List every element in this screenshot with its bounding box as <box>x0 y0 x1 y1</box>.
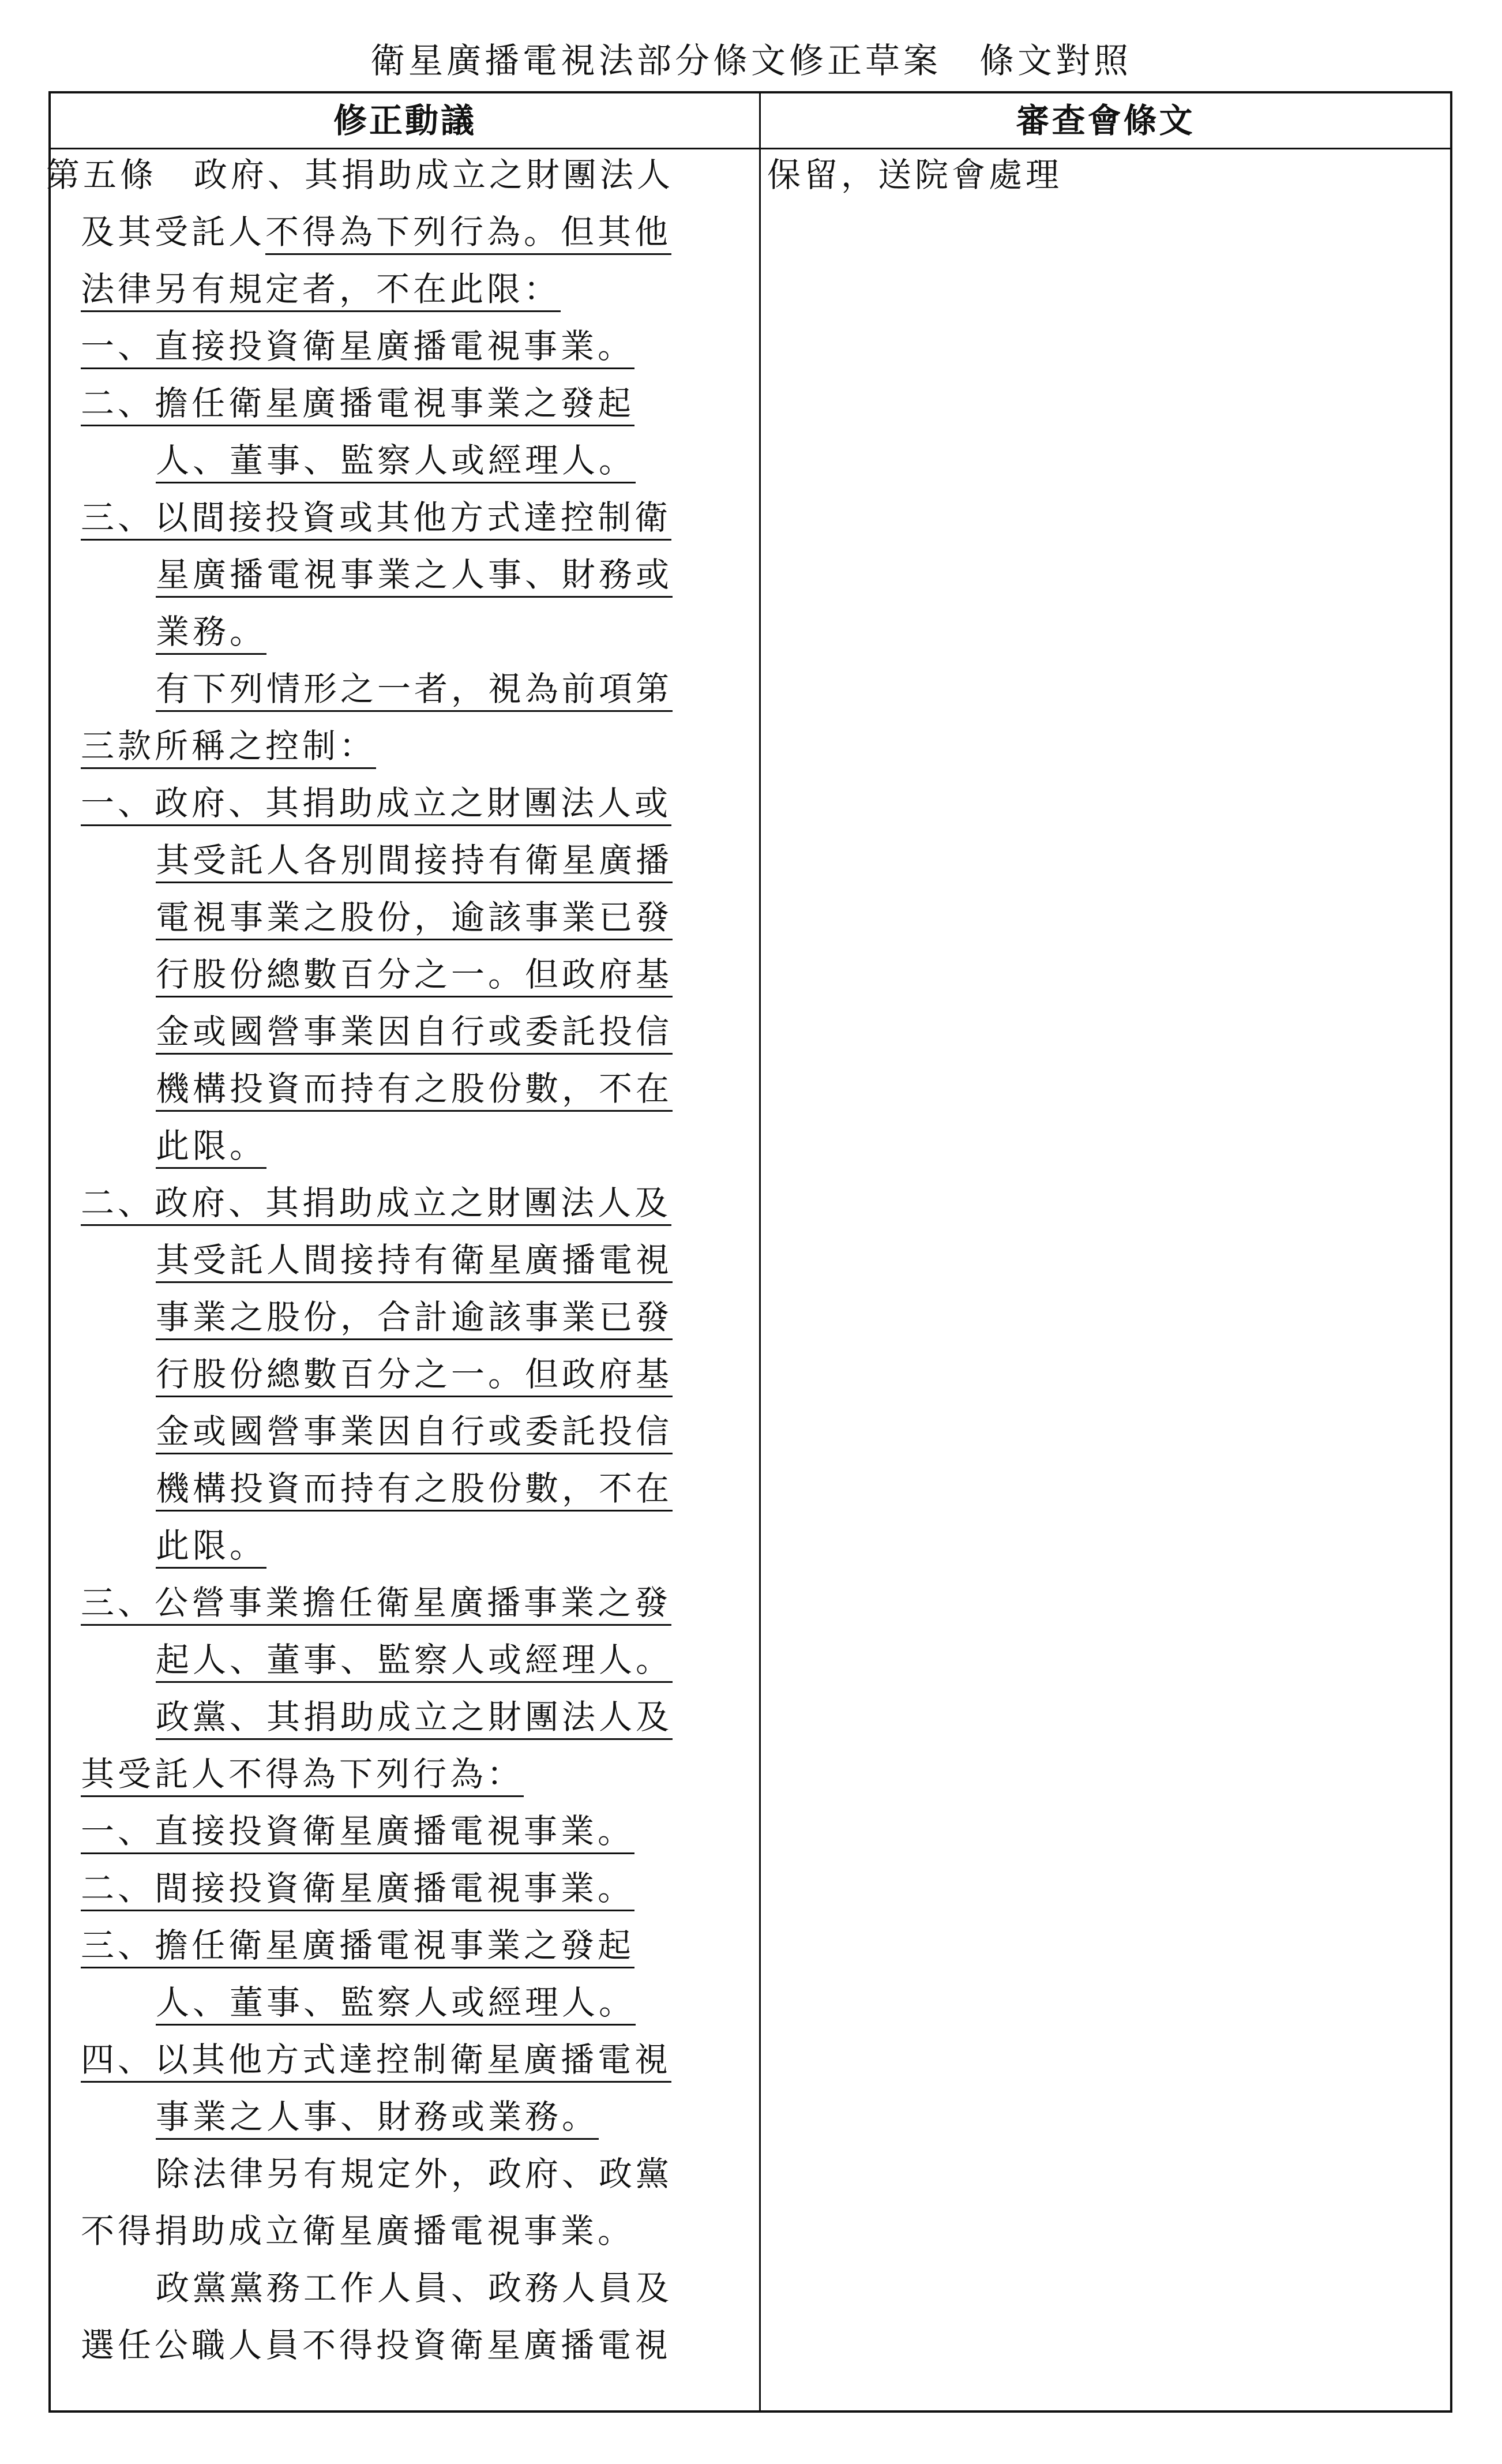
amendment-line <box>81 2034 671 2091</box>
amendment-line <box>156 1405 673 1463</box>
amendment-line <box>81 492 671 549</box>
underlined-text: 此限。 <box>156 1126 266 1169</box>
underlined-text: 人、董事、監察人或經理人。 <box>156 1983 636 2026</box>
underlined-text: 二、政府、其捐助成立之財團法人及 <box>81 1183 671 1226</box>
amendment-line <box>81 1862 634 1920</box>
amendment-line <box>156 948 673 1006</box>
line-text: 不得捐助成立衛星廣播電視事業。 <box>81 2211 635 2251</box>
underlined-text: 金或國營事業因自行或委託投信 <box>156 1412 673 1454</box>
amendment-line <box>156 1977 636 2034</box>
line-text: 及其受託人 <box>81 212 266 252</box>
amendment-line <box>156 663 673 721</box>
amendment-line <box>81 377 634 435</box>
underlined-text: 有下列情形之一者，視為前項第 <box>156 669 673 712</box>
amendment-line <box>156 549 673 606</box>
underlined-text: 法律另有規定者，不在此限： <box>81 269 561 312</box>
amendment-line <box>81 263 561 321</box>
underlined-text: 事業之人事、財務或業務。 <box>156 2097 599 2140</box>
amendment-line <box>81 1177 671 1235</box>
amendment-line <box>156 1120 266 1177</box>
amendment-line <box>156 2262 673 2320</box>
amendment-line <box>156 1006 673 1063</box>
amendment-line <box>156 1063 673 1120</box>
amendment-line <box>156 1348 673 1406</box>
underlined-text: 起人、董事、監察人或經理人。 <box>156 1640 673 1683</box>
underlined-text: 其受託人各別間接持有衛星廣播 <box>156 841 673 883</box>
amendment-line <box>156 1634 673 1692</box>
underlined-text: 其受託人間接持有衛星廣播電視 <box>156 1240 673 1283</box>
right-column-header: 審查會條文 <box>1016 101 1195 140</box>
underlined-text: 政黨、其捐助成立之財團法人及 <box>156 1697 673 1740</box>
underlined-text: 三、以間接投資或其他方式達控制衛 <box>81 498 671 541</box>
amendment-line <box>156 434 636 492</box>
underlined-text: 業務。 <box>156 612 266 655</box>
underlined-text: 行股份總數百分之一。但政府基 <box>156 1355 673 1397</box>
underlined-text: 其受託人不得為下列行為： <box>81 1754 524 1797</box>
underlined-text: 不得為下列行為。但其他 <box>265 212 671 255</box>
underlined-text: 二、間接投資衛星廣播電視事業。 <box>81 1869 634 1911</box>
amendment-line <box>81 1577 671 1634</box>
underlined-text: 二、擔任衛星廣播電視事業之發起 <box>81 384 634 426</box>
amendment-line <box>156 1291 673 1349</box>
line-text: 選任公職人員不得投資衛星廣播電視 <box>81 2326 672 2365</box>
amendment-line <box>81 2319 671 2377</box>
underlined-text: 人、董事、監察人或經理人。 <box>156 441 636 483</box>
amendment-line <box>81 1748 524 1806</box>
amendment-line <box>81 1919 634 1977</box>
amendment-line <box>156 606 266 663</box>
amendment-line <box>156 1462 673 1520</box>
underlined-text: 機構投資而持有之股份數，不在 <box>156 1069 673 1112</box>
amendment-line <box>81 2205 634 2263</box>
underlined-text: 三、擔任衛星廣播電視事業之發起 <box>81 1926 634 1968</box>
underlined-text: 三、公營事業擔任衛星廣播事業之發 <box>81 1583 671 1626</box>
underlined-text: 四、以其他方式達控制衛星廣播電視 <box>81 2040 671 2083</box>
amendment-line <box>156 1691 673 1749</box>
amendment-line <box>81 206 671 264</box>
underlined-text: 一、直接投資衛星廣播電視事業。 <box>81 327 634 369</box>
amendment-line <box>156 891 673 949</box>
amendment-line <box>81 777 671 835</box>
amendment-line <box>156 1520 266 1577</box>
left-column-header: 修正動議 <box>333 101 476 140</box>
review-committee-text: 保留，送院會處理 <box>767 155 1063 194</box>
underlined-text: 一、直接投資衛星廣播電視事業。 <box>81 1812 634 1854</box>
line-text: 政黨黨務工作人員、政務人員及 <box>156 2268 673 2308</box>
amendment-line <box>156 2091 599 2148</box>
amendment-line <box>156 2148 673 2206</box>
underlined-text: 行股份總數百分之一。但政府基 <box>156 955 673 997</box>
underlined-text: 金或國營事業因自行或委託投信 <box>156 1012 673 1055</box>
underlined-text: 三款所稱之控制： <box>81 726 376 769</box>
amendment-line <box>81 1805 634 1863</box>
amendment-line <box>81 320 634 378</box>
amendment-line <box>46 149 674 207</box>
underlined-text: 事業之股份，合計逾該事業已發 <box>156 1297 673 1340</box>
underlined-text: 一、政府、其捐助成立之財團法人或 <box>81 783 671 826</box>
underlined-text: 電視事業之股份，逾該事業已發 <box>156 898 673 940</box>
line-text: 第五條 政府、其捐助成立之財團法人 <box>46 155 674 194</box>
amendment-line <box>156 1234 673 1292</box>
underlined-text: 星廣播電視事業之人事、財務或 <box>156 555 673 598</box>
line-text: 除法律另有規定外，政府、政黨 <box>156 2154 673 2193</box>
amendment-line <box>156 834 673 892</box>
column-divider <box>759 93 761 2410</box>
amendment-line <box>81 720 376 778</box>
underlined-text: 此限。 <box>156 1526 266 1569</box>
document-title: 衛星廣播電視法部分條文修正草案 條文對照 <box>370 41 1132 81</box>
underlined-text: 機構投資而持有之股份數，不在 <box>156 1469 673 1512</box>
